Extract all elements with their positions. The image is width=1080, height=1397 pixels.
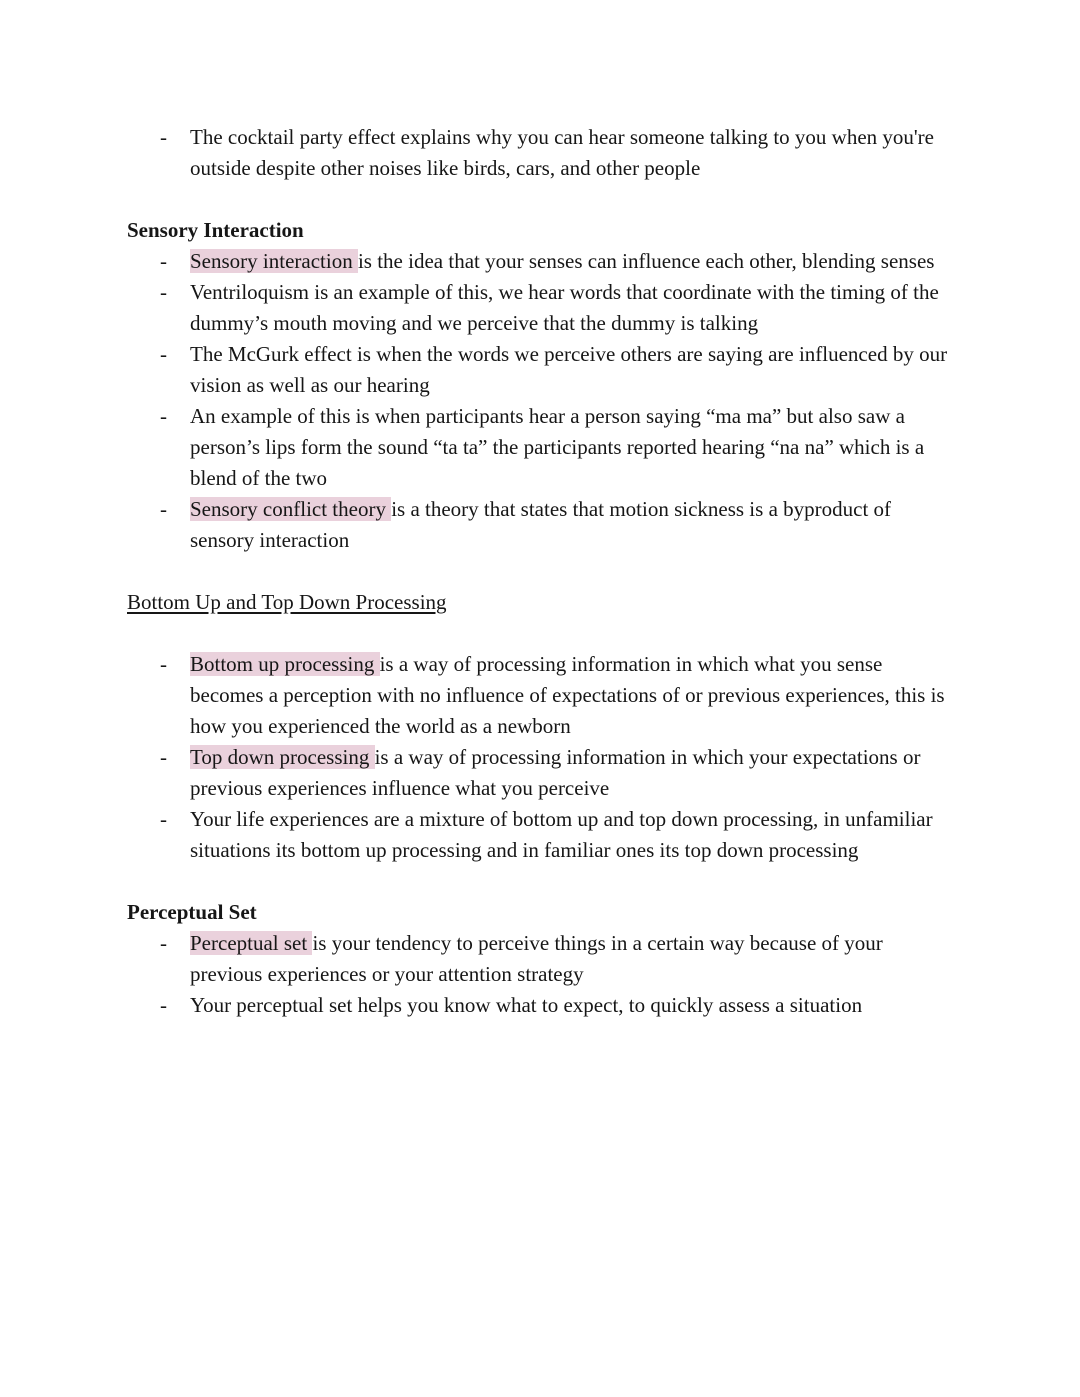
bullet-dash: - xyxy=(160,404,167,428)
bullet-dash: - xyxy=(160,745,167,769)
bullet-dash: - xyxy=(160,249,167,273)
list-item xyxy=(127,494,953,556)
list-item xyxy=(127,122,953,184)
section-sensory-interaction xyxy=(127,215,953,556)
bullet-text: The McGurk effect is when the words we perceive others are saying are influenced by our vision as well as our hearing xyxy=(190,342,948,397)
bullet-text xyxy=(190,497,891,552)
list-item xyxy=(127,990,953,1021)
highlighted-term: Top down processing xyxy=(190,745,375,769)
bullet-dash: - xyxy=(160,342,167,366)
bullet-rest: is your tendency to perceive things in a certain way because of your previous experiences or your attention strategy xyxy=(190,931,883,986)
list-item xyxy=(127,401,953,494)
bullet-text xyxy=(190,745,920,800)
list-item xyxy=(127,649,953,742)
bullet-text: An example of this is when participants hear a person saying “ma ma” but also saw a person’s lips form the sound “ta ta” the participants reported hearing “na na” which is a blend of the two xyxy=(190,404,925,490)
list-item xyxy=(127,742,953,804)
bullet-list xyxy=(127,928,953,1021)
bullet-text xyxy=(190,931,883,986)
section-heading: Bottom Up and Top Down Processing xyxy=(127,590,447,614)
bullet-dash: - xyxy=(160,807,167,831)
section-perceptual-set xyxy=(127,897,953,1021)
bullet-dash: - xyxy=(160,497,167,521)
section-heading: Sensory Interaction xyxy=(127,218,304,242)
bullet-text xyxy=(190,249,934,273)
list-item xyxy=(127,928,953,990)
section-bottom-up-top-down xyxy=(127,587,953,866)
list-item xyxy=(127,246,953,277)
bullet-text: Your life experiences are a mixture of bottom up and top down processing, in unfamiliar situations its bottom up processing and in familiar ones its top down processing xyxy=(190,807,933,862)
bullet-rest: is a way of processing information in which what you sense becomes a perception with no influence of expectations of or previous experiences, this is how you experienced the world as a newborn xyxy=(190,652,945,738)
intro-bullet-list xyxy=(127,122,953,184)
bullet-rest: is a theory that states that motion sickness is a byproduct of sensory interaction xyxy=(190,497,892,552)
bullet-list xyxy=(127,649,953,866)
bullet-text: Ventriloquism is an example of this, we hear words that coordinate with the timing of the dummy’s mouth moving and we perceive that the dummy is talking xyxy=(190,280,939,335)
bullet-dash: - xyxy=(160,125,167,149)
bullet-dash: - xyxy=(160,652,167,676)
bullet-text: Your perceptual set helps you know what to expect, to quickly assess a situation xyxy=(190,993,863,1017)
list-item xyxy=(127,339,953,401)
bullet-rest: is the idea that your senses can influence each other, blending senses xyxy=(357,249,935,273)
highlighted-term: Perceptual set xyxy=(190,931,313,955)
bullet-dash: - xyxy=(160,931,167,955)
highlighted-term: Bottom up processing xyxy=(190,652,380,676)
highlighted-term: Sensory conflict theory xyxy=(190,497,392,521)
list-item xyxy=(127,804,953,866)
bullet-dash: - xyxy=(160,280,167,304)
bullet-dash: - xyxy=(160,993,167,1017)
list-item xyxy=(127,277,953,339)
highlighted-term: Sensory interaction xyxy=(190,249,358,273)
bullet-text: The cocktail party effect explains why you can hear someone talking to you when you're outside despite other noises like birds, cars, and other people xyxy=(190,125,934,180)
bullet-text xyxy=(190,652,945,738)
bullet-rest: is a way of processing information in which your expectations or previous experiences influence what you perceive xyxy=(190,745,921,800)
bullet-list xyxy=(127,246,953,556)
section-heading: Perceptual Set xyxy=(127,900,257,924)
